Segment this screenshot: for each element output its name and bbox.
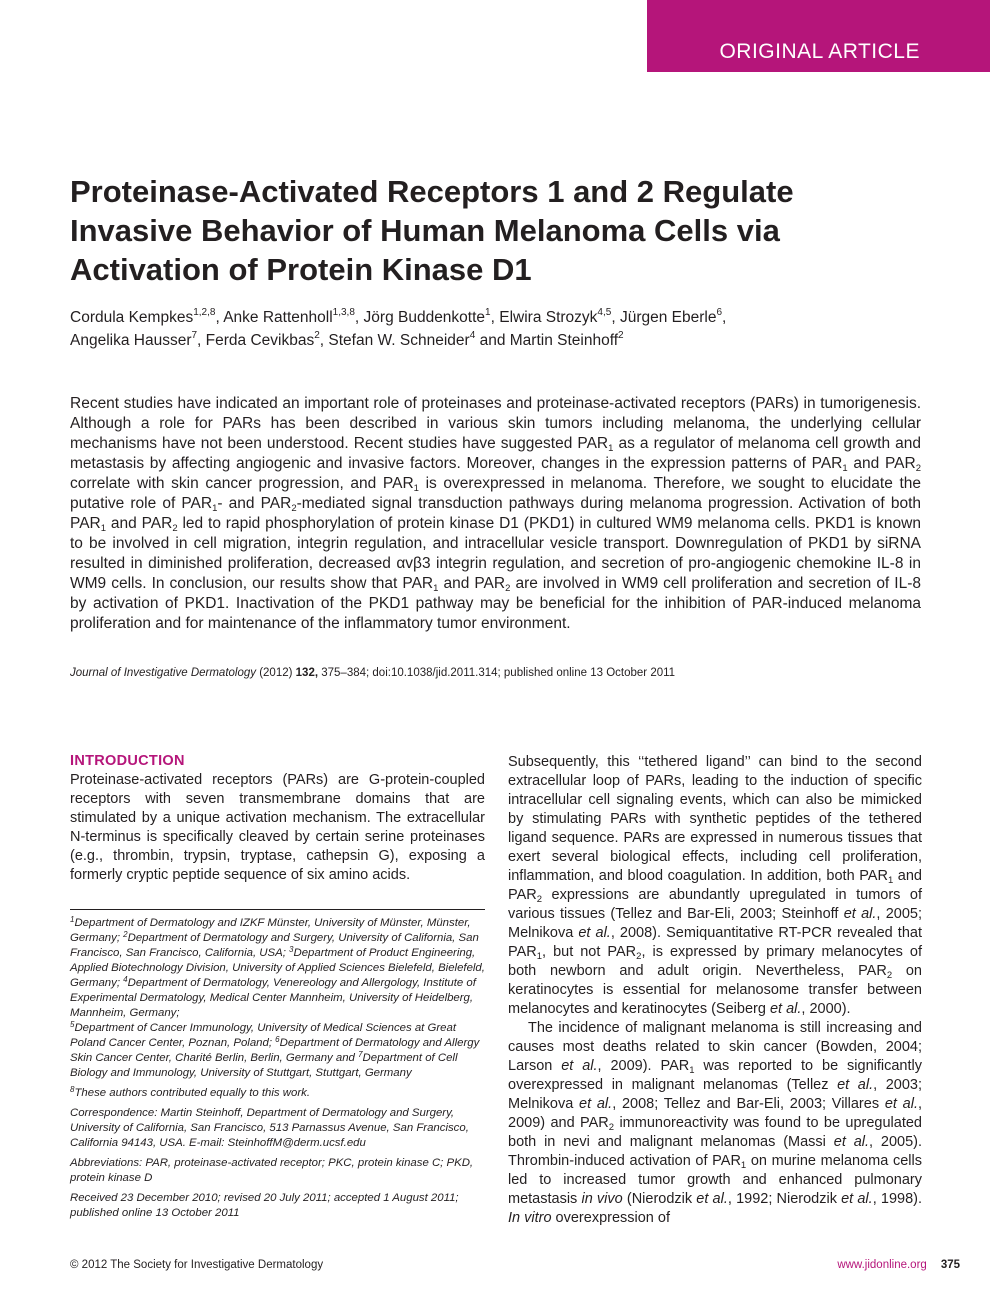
author-name: Elwira Strozyk <box>499 309 598 326</box>
journal-url-link[interactable]: www.jidonline.org <box>837 1259 927 1271</box>
affiliations-footnote: $^1$Department of Dermatology and IZKF Münster, University of Münster, Münster, Germany; $^2$Department of Dermatology and Surgery, University of California, San Francisco, San Francisco, California, USA; $^3$Department of Product Engineering, Applied Biotechnology Division, University of Applied Sciences Bielefeld, Bielefeld, Germany; $^4$Department of Dermatology, Venereology and Allergology, Institute of Experimental Dermatology, Medical Center Mannheim, University of Heidelberg, Mannheim, Germany; $^5$Department of Cancer Immunology, University of Medical Sciences at Great Poland Cancer Center, Poznan, Poland; $^6$Department of Dermatology and Allergy Skin Cancer Center, Charité Berlin, Berlin, Germany and $^7$Department of Cell Biology and Immunology, University of Stuttgart, Stuttgart, Germany <box>70 915 485 1079</box>
footnote-divider <box>70 909 485 910</box>
left-column <box>70 753 485 1226</box>
author-affiliation: 1 <box>485 307 491 318</box>
section-heading-introduction: INTRODUCTION <box>70 753 185 769</box>
author-affiliation: 1,2,8 <box>193 307 216 318</box>
body-paragraph: The incidence of malignant melanoma is still increasing and causes most deaths related to skin cancer (Bowden, 2004; Larson et al., 2009). $PAR_1$ was reported to be significantly overexpressed in malignant melanomas (Tellez et al., 2003; Melnikova et al., 2008; Tellez and Bar-Eli, 2003; Villares et al., 2009) and $PAR_2$ immunoreactivity was found to be upregulated both in nevi and malignant melanomas (Massi et al., 2005). Thrombin-induced activation of $PAR_1$ on murine melanoma cells led to increased tumor growth and enhanced pulmonary metastasis in vivo (Nierodzik et al., 1992; Nierodzik et al., 1998). In vitro overexpression of <box>508 1020 923 1226</box>
author-affiliation: 1,3,8 <box>332 307 355 318</box>
intro-paragraph: Proteinase-activated receptors (PARs) are G-protein-coupled receptors with seven transmembrane domains that are stimulated by a unique activation mechanism. The extracellular N-terminus is specifically cleaved by certain serine proteinases (e.g., thrombin, trypsin, tryptase, cathepsin G), exposing a formerly cryptic peptide sequence of six amino acids. <box>70 772 485 883</box>
article-type-banner <box>647 0 990 72</box>
author-affiliation: 4 <box>469 330 476 341</box>
equal-contribution-note: $^8$These authors contributed equally to this work. <box>70 1085 310 1099</box>
received-dates-note: Received 23 December 2010; revised 20 July 2011; accepted 1 August 2011; published online 13 October 2011 <box>70 1192 459 1219</box>
author-affiliation: 6 <box>716 307 723 318</box>
author-name: Angelika Hausser <box>70 332 192 349</box>
author-name: Cordula Kempkes <box>70 309 194 326</box>
article-type-label: ORIGINAL ARTICLE <box>719 40 920 63</box>
author-name: Ferda Cevikbas <box>205 332 315 349</box>
author-list: Cordula Kempkes$^{1,2,8}$, Anke Rattenholl$^{1,3,8}$, Jörg Buddenkotte$^1$, Elwira Strozyk$^{4,5}$, Jürgen Eberle$^6$, Angelika Hausser$^7$, Ferda Cevikbas$^2$, Stefan W. Schneider$^4$ and Martin Steinhoff$^2$ <box>70 307 727 349</box>
author-affiliation: 2 <box>314 330 320 341</box>
author-name: Jörg Buddenkotte <box>363 309 486 326</box>
author-name: Anke Rattenholl <box>223 309 333 326</box>
page-number: 375 <box>940 1259 960 1271</box>
body-paragraph: Subsequently, this ‘‘tethered ligand’’ can bind to the second extracellular loop of PARs, leading to the induction of specific intracellular cell signaling events, which can also be mimicked by stimulating PARs with synthetic peptides of the tethered ligand sequence. PARs are expressed in numerous tissues that exert several biological effects, including cell proliferation, inflammation, and blood coagulation. In addition, both $PAR_1$ and $PAR_2$ expressions are abundantly upregulated in tumors of various tissues (Tellez and Bar-Eli, 2003; Steinhoff et al., 2005; Melnikova et al., 2008). Semiquantitative RT-PCR revealed that $PAR_1$, but not $PAR_2$, is expressed by primary melanocytes of both newborn and adult origin. Nevertheless, $PAR_2$ on keratinocytes is essential for melanosome transfer between melanocytes and keratinocytes (Seiberg et al., 2000). <box>508 754 922 1017</box>
correspondence-note: Correspondence: Martin Steinhoff, Department of Dermatology and Surgery, University of California, San Francisco, 513 Parnassus Avenue, San Francisco, California 94143, USA. E-mail: SteinhoffM@derm.ucsf.edu <box>70 1107 469 1149</box>
author-affiliation: 7 <box>191 330 198 341</box>
author-name: Martin Steinhoff <box>509 332 619 349</box>
abbreviations-note: Abbreviations: PAR, proteinase-activated receptor; PKC, protein kinase C; PKD, protein kinase D <box>70 1157 474 1184</box>
right-column <box>508 753 922 1228</box>
article-title: Proteinase-Activated Receptors 1 and 2 Regulate Invasive Behavior of Human Melanoma Cells via Activation of Protein Kinase D1 <box>70 174 794 287</box>
citation-line: Journal of Investigative Dermatology (2012) 132, 375–384; doi:10.1038/jid.2011.314; published online 13 October 2011 <box>70 667 676 679</box>
volume: 132, <box>295 667 319 679</box>
abstract: Recent studies have indicated an important role of proteinases and proteinase-activated receptors (PARs) in tumorigenesis. Although a role for PARs has been described in various skin tumors including melanoma, the underlying cellular mechanisms have not been understood. Recent studies have suggested $PAR_1$ as a regulator of melanoma cell growth and metastasis by affecting angiogenic and invasive factors. Moreover, changes in the expression patterns of $PAR_1$ and $PAR_2$ correlate with skin cancer progression, and $PAR_1$ is overexpressed in melanoma. Therefore, we sought to elucidate the putative role of $PAR_1-$ and $PAR_2$-mediated signal transduction pathways during melanoma progression. Activation of both $PAR_1$ and $PAR_2$ led to rapid phosphorylation of protein kinase D1 (PKD1) in cultured WM9 melanoma cells. PKD1 is known to be involved in cell migration, integrin regulation, and intracellular vesicle transport. Downregulation of PKD1 by siRNA resulted in diminished proliferation, decreased αvβ3 integrin regulation, and secretion of pro-angiogenic chemokine IL-8 in WM9 cells. In conclusion, our results show that $PAR_1$ and $PAR_2$ are involved in WM9 cell proliferation and secretion of IL-8 by activation of PKD1. Inactivation of the PKD1 pathway may be beneficial for the inhibition of PAR-induced melanoma proliferation and for maintenance of the inflammatory tumor environment. <box>70 394 922 632</box>
page-footer <box>837 1259 960 1271</box>
author-name: Jürgen Eberle <box>619 309 717 326</box>
author-affiliation: 2 <box>618 330 624 341</box>
author-affiliation: 4,5 <box>597 307 612 318</box>
journal-name: Journal of Investigative Dermatology <box>70 667 257 679</box>
copyright-footer: © 2012 The Society for Investigative Dermatology <box>70 1259 324 1271</box>
author-name: Stefan W. Schneider <box>328 332 470 349</box>
